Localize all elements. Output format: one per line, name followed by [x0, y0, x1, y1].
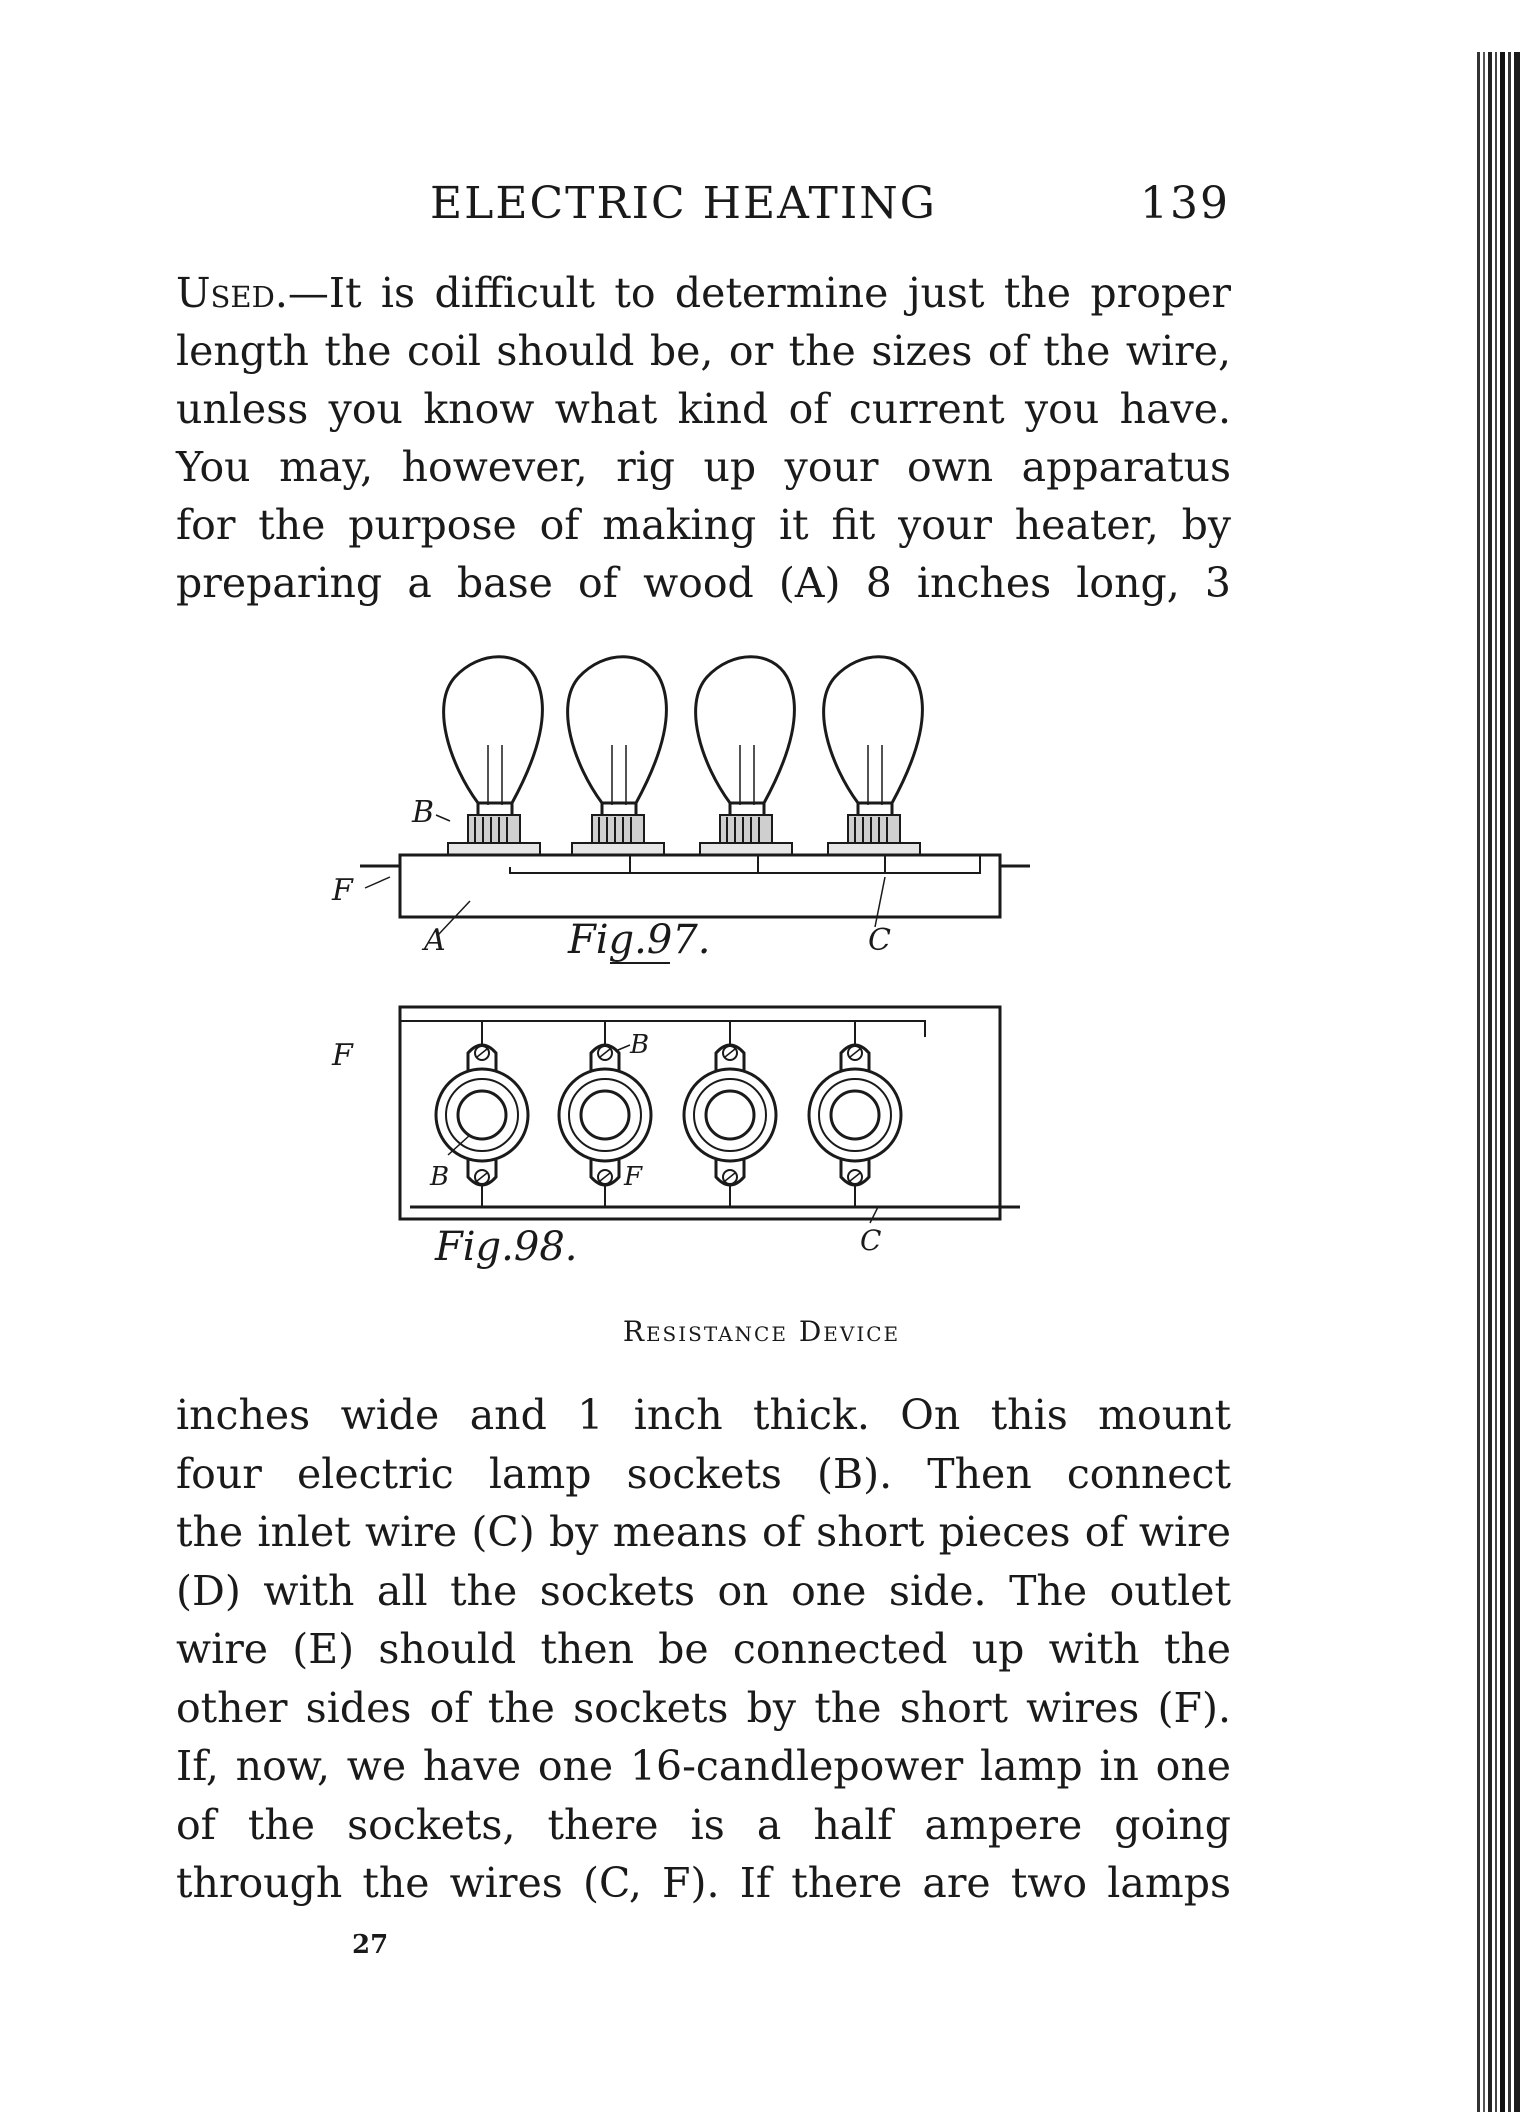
page-number: 139 [1140, 178, 1230, 229]
book-binding-edge [1461, 52, 1523, 2112]
fig98-top-view [400, 1007, 1020, 1223]
text-line: the inlet wire (C) by means of short pieces of wire [176, 1508, 1231, 1556]
lamp-bulb-icon [444, 657, 543, 817]
lamp-socket-icon [572, 815, 664, 855]
lamp-bulb-icon [824, 657, 923, 817]
text-line: Used.—It is difficult to determine just the proper [176, 269, 1231, 317]
resistance-device-figure [330, 645, 1090, 1325]
text-line: (D) with all the sockets on one side. The outlet [176, 1566, 1231, 1615]
text-line: If, now, we have one 16-candlepower lamp in one [176, 1742, 1231, 1790]
text-line: four electric lamp sockets (B). Then connect [176, 1449, 1231, 1498]
fig97-label: Fig.97. [568, 917, 711, 963]
wooden-base-top [400, 1007, 1000, 1219]
label-f: F [332, 873, 353, 908]
section-lead: Used. [176, 269, 288, 317]
label-f: F [332, 1038, 353, 1073]
signature-mark: 27 [352, 1930, 389, 1960]
wooden-base [400, 855, 1000, 917]
socket-top-icon [684, 1021, 776, 1207]
label-f: F [624, 1162, 643, 1192]
running-head [430, 178, 1230, 238]
label-b: B [630, 1030, 650, 1060]
socket-top-icon [809, 1021, 901, 1207]
lamp-bulb-icon [568, 657, 667, 817]
label-a: A [424, 923, 446, 958]
fig97-side-view [360, 657, 1030, 935]
text-line: You may, however, rig up your own apparatus [176, 443, 1231, 491]
socket-top-icon [436, 1021, 528, 1207]
label-b: B [412, 795, 435, 830]
text-line: wire (E) should then be connected up with the [176, 1625, 1231, 1673]
lamp-socket-icon [448, 815, 540, 855]
text-line: for the purpose of making it fit your heater, by [176, 501, 1231, 549]
lamp-socket-icon [828, 815, 920, 855]
text-line: through the wires (C, F). If there are two lamps [176, 1859, 1231, 1907]
text-line: unless you know what kind of current you have. [176, 385, 1231, 433]
text-line: of the sockets, there is a half ampere going [176, 1800, 1231, 1849]
text-line: preparing a base of wood (A) 8 inches long, 3 [176, 559, 1231, 607]
paragraph-bottom [176, 1386, 1231, 1913]
label-b: B [430, 1162, 450, 1192]
text-line: length the coil should be, or the sizes of the wire, [176, 327, 1231, 375]
label-c: C [868, 923, 891, 958]
figure-caption: Resistance Device [622, 1315, 901, 1348]
running-title: ELECTRIC HEATING [430, 178, 937, 229]
text-line: other sides of the sockets by the short wires (F). [176, 1683, 1231, 1732]
lamp-bulb-icon [696, 657, 795, 817]
fig98-label: Fig.98. [435, 1224, 578, 1270]
paragraph-top [176, 264, 1231, 612]
label-c: C [860, 1224, 882, 1257]
text-line: inches wide and 1 inch thick. On this mount [176, 1391, 1231, 1439]
lamp-socket-icon [700, 815, 792, 855]
